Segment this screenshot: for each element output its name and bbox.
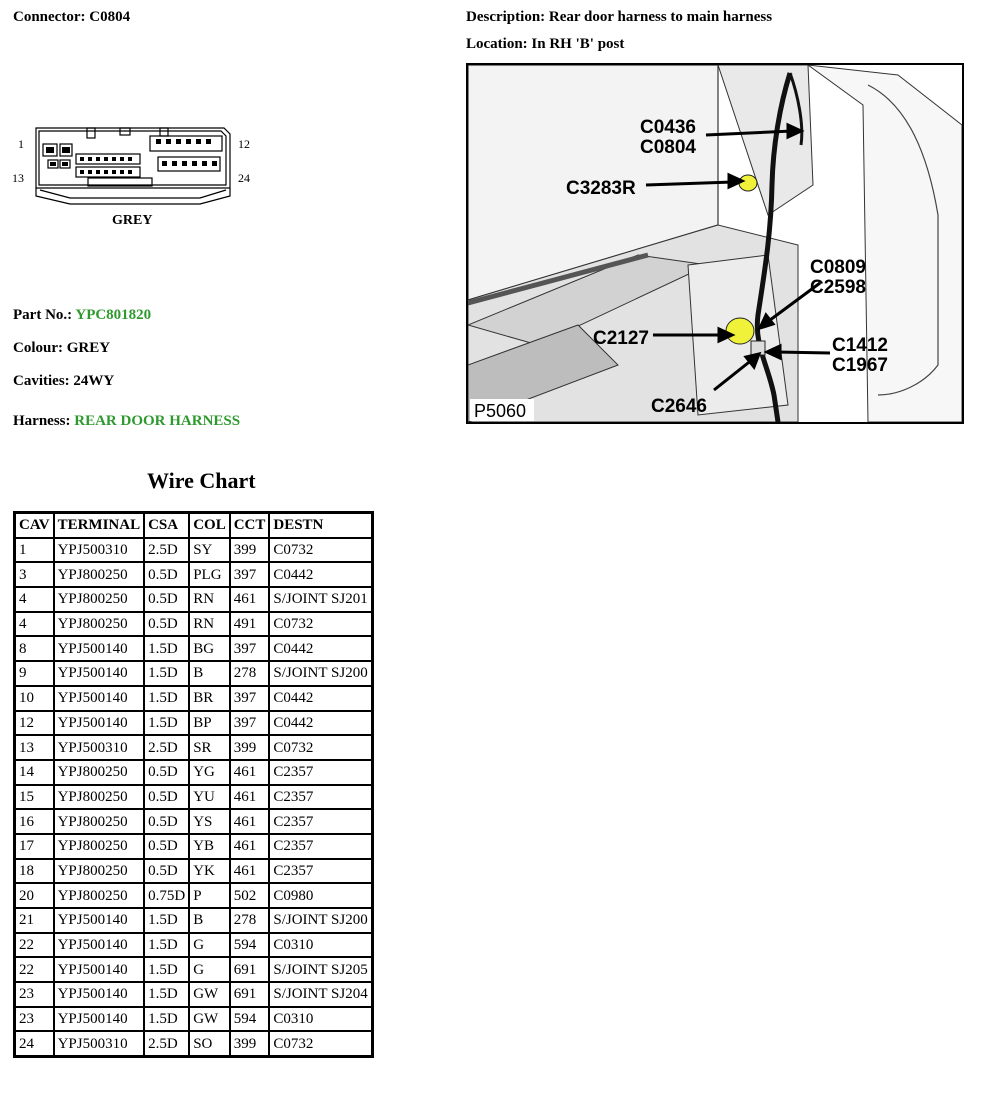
cell-cav: 1 (15, 538, 54, 563)
colour-label: Colour: (13, 340, 63, 356)
cell-cav: 24 (15, 1031, 54, 1056)
cavities-value: 24WY (73, 373, 115, 389)
table-row (15, 834, 373, 859)
cell-destn: C0442 (269, 711, 372, 736)
callout-c0804: C0804 (640, 137, 696, 158)
header-col: COL (189, 513, 230, 538)
cell-destn: C0310 (269, 933, 372, 958)
cell-terminal: YPJ800250 (54, 834, 145, 859)
cell-cct: 461 (230, 834, 270, 859)
harness-label: Harness: (13, 413, 71, 429)
cell-col: B (189, 661, 230, 686)
cell-terminal: YPJ500310 (54, 1031, 145, 1056)
cell-cav: 15 (15, 785, 54, 810)
cell-terminal: YPJ800250 (54, 562, 145, 587)
diagram-colour-caption: GREY (112, 213, 153, 228)
cell-csa: 0.75D (144, 883, 189, 908)
cell-cav: 8 (15, 636, 54, 661)
cell-csa: 0.5D (144, 809, 189, 834)
cell-cct: 691 (230, 957, 270, 982)
cell-col: B (189, 908, 230, 933)
location-illustration (468, 65, 962, 422)
cell-cct: 594 (230, 1007, 270, 1032)
connector-line (13, 9, 130, 26)
cell-cct: 461 (230, 859, 270, 884)
wire-chart-table (13, 511, 374, 1058)
table-row (15, 933, 373, 958)
cell-terminal: YPJ500140 (54, 661, 145, 686)
cell-cct: 278 (230, 661, 270, 686)
cell-cav: 23 (15, 982, 54, 1007)
colour-line (13, 340, 110, 357)
pin-label-1: 1 (18, 137, 24, 151)
cell-terminal: YPJ800250 (54, 612, 145, 637)
cell-terminal: YPJ500140 (54, 636, 145, 661)
cell-cav: 18 (15, 859, 54, 884)
table-row (15, 1007, 373, 1032)
cell-terminal: YPJ800250 (54, 587, 145, 612)
wire-chart-body (15, 538, 373, 1057)
cell-terminal: YPJ500140 (54, 711, 145, 736)
connector-label: Connector: (13, 9, 86, 25)
cell-col: G (189, 957, 230, 982)
cell-terminal: YPJ500140 (54, 1007, 145, 1032)
cell-cct: 502 (230, 883, 270, 908)
cell-terminal: YPJ800250 (54, 760, 145, 785)
cell-col: SY (189, 538, 230, 563)
cell-csa: 0.5D (144, 760, 189, 785)
cell-cct: 397 (230, 686, 270, 711)
callout-c1412: C1412 (832, 335, 888, 356)
description-value: Rear door harness to main harness (548, 9, 773, 25)
table-row (15, 661, 373, 686)
callout-c2127: C2127 (593, 328, 649, 349)
cell-destn: C0442 (269, 686, 372, 711)
cell-csa: 0.5D (144, 562, 189, 587)
cell-csa: 1.5D (144, 661, 189, 686)
cell-cct: 397 (230, 711, 270, 736)
cell-terminal: YPJ800250 (54, 785, 145, 810)
table-row (15, 760, 373, 785)
cell-col: YK (189, 859, 230, 884)
connector-face-diagram (10, 124, 260, 236)
cell-cct: 399 (230, 1031, 270, 1056)
callout-c3283r: C3283R (566, 178, 636, 199)
cell-csa: 0.5D (144, 612, 189, 637)
location-line (466, 36, 624, 53)
table-row (15, 587, 373, 612)
cell-col: SR (189, 735, 230, 760)
cell-cct: 397 (230, 562, 270, 587)
cell-destn: C2357 (269, 834, 372, 859)
cavities-line (13, 373, 114, 390)
table-row (15, 859, 373, 884)
cell-cav: 13 (15, 735, 54, 760)
cell-destn: S/JOINT SJ205 (269, 957, 372, 982)
cavities-label: Cavities: (13, 373, 70, 389)
header-cav: CAV (15, 513, 54, 538)
cell-csa: 1.5D (144, 982, 189, 1007)
cell-terminal: YPJ500140 (54, 908, 145, 933)
part-no-value[interactable]: YPC801820 (75, 307, 152, 323)
cell-csa: 1.5D (144, 1007, 189, 1032)
cell-cav: 20 (15, 883, 54, 908)
table-row (15, 785, 373, 810)
cell-csa: 0.5D (144, 834, 189, 859)
pin-label-24: 24 (238, 171, 250, 185)
cell-csa: 1.5D (144, 957, 189, 982)
description-line (466, 9, 772, 26)
header-destn: DESTN (269, 513, 372, 538)
cell-terminal: YPJ500140 (54, 957, 145, 982)
cell-csa: 2.5D (144, 1031, 189, 1056)
cell-destn: C2357 (269, 809, 372, 834)
wire-chart-header-row (15, 513, 373, 538)
table-row (15, 809, 373, 834)
harness-line (13, 413, 240, 430)
callout-c2598: C2598 (810, 277, 866, 298)
cell-csa: 1.5D (144, 686, 189, 711)
table-row (15, 908, 373, 933)
cell-cav: 10 (15, 686, 54, 711)
cell-csa: 0.5D (144, 859, 189, 884)
cell-csa: 1.5D (144, 711, 189, 736)
pin-label-12: 12 (238, 137, 250, 151)
cell-col: BP (189, 711, 230, 736)
cell-cct: 399 (230, 538, 270, 563)
cell-col: P (189, 883, 230, 908)
cell-terminal: YPJ500140 (54, 982, 145, 1007)
header-csa: CSA (144, 513, 189, 538)
cell-terminal: YPJ800250 (54, 859, 145, 884)
cell-cav: 17 (15, 834, 54, 859)
colour-value: GREY (66, 340, 111, 356)
table-row (15, 538, 373, 563)
photo-ref: P5060 (474, 401, 527, 421)
cell-cav: 16 (15, 809, 54, 834)
cell-col: YS (189, 809, 230, 834)
cell-cct: 397 (230, 636, 270, 661)
harness-value[interactable]: REAR DOOR HARNESS (74, 413, 241, 429)
cell-cct: 399 (230, 735, 270, 760)
cell-cav: 3 (15, 562, 54, 587)
table-row (15, 957, 373, 982)
cell-cct: 461 (230, 587, 270, 612)
cell-terminal: YPJ500140 (54, 933, 145, 958)
header-terminal: TERMINAL (54, 513, 145, 538)
cell-destn: C0442 (269, 562, 372, 587)
cell-cct: 491 (230, 612, 270, 637)
table-row (15, 636, 373, 661)
table-row (15, 982, 373, 1007)
cell-cct: 691 (230, 982, 270, 1007)
cell-destn: C0732 (269, 538, 372, 563)
cell-destn: C2357 (269, 785, 372, 810)
cell-csa: 2.5D (144, 735, 189, 760)
header-cct: CCT (230, 513, 270, 538)
cell-destn: C0732 (269, 735, 372, 760)
table-row (15, 562, 373, 587)
cell-cct: 461 (230, 785, 270, 810)
table-row (15, 612, 373, 637)
cell-cav: 21 (15, 908, 54, 933)
cell-col: GW (189, 982, 230, 1007)
cell-destn: C2357 (269, 760, 372, 785)
cell-terminal: YPJ500310 (54, 735, 145, 760)
table-row (15, 711, 373, 736)
wire-chart-title: Wire Chart (147, 468, 256, 493)
cell-col: YG (189, 760, 230, 785)
cell-col: GW (189, 1007, 230, 1032)
callout-c1967: C1967 (832, 355, 888, 376)
cell-cav: 12 (15, 711, 54, 736)
cell-destn: C0980 (269, 883, 372, 908)
cell-destn: S/JOINT SJ204 (269, 982, 372, 1007)
cell-destn: S/JOINT SJ200 (269, 908, 372, 933)
location-photo (466, 63, 964, 424)
cell-terminal: YPJ500310 (54, 538, 145, 563)
cell-destn: C2357 (269, 859, 372, 884)
part-no-line (13, 307, 151, 324)
cell-csa: 0.5D (144, 785, 189, 810)
cell-destn: C0732 (269, 612, 372, 637)
cell-cav: 23 (15, 1007, 54, 1032)
cell-cct: 594 (230, 933, 270, 958)
location-label: Location: (466, 36, 528, 52)
cell-col: RN (189, 587, 230, 612)
cell-col: YU (189, 785, 230, 810)
cell-cct: 461 (230, 760, 270, 785)
cell-csa: 1.5D (144, 908, 189, 933)
cell-csa: 2.5D (144, 538, 189, 563)
cell-col: G (189, 933, 230, 958)
cell-csa: 0.5D (144, 587, 189, 612)
cell-col: BR (189, 686, 230, 711)
pin-label-13: 13 (12, 171, 24, 185)
cell-csa: 1.5D (144, 933, 189, 958)
description-label: Description: (466, 9, 546, 25)
cell-destn: S/JOINT SJ200 (269, 661, 372, 686)
cell-col: BG (189, 636, 230, 661)
cell-cav: 22 (15, 933, 54, 958)
cell-cav: 4 (15, 612, 54, 637)
table-row (15, 686, 373, 711)
cell-terminal: YPJ800250 (54, 809, 145, 834)
cell-destn: S/JOINT SJ201 (269, 587, 372, 612)
connector-value: C0804 (89, 9, 131, 25)
callout-c2646: C2646 (651, 396, 707, 417)
cell-cav: 4 (15, 587, 54, 612)
cell-col: SO (189, 1031, 230, 1056)
cell-cct: 461 (230, 809, 270, 834)
cell-cav: 14 (15, 760, 54, 785)
cell-terminal: YPJ800250 (54, 883, 145, 908)
table-row (15, 1031, 373, 1056)
callout-c0809: C0809 (810, 257, 866, 278)
cell-col: YB (189, 834, 230, 859)
cell-terminal: YPJ500140 (54, 686, 145, 711)
cell-csa: 1.5D (144, 636, 189, 661)
location-value: In RH 'B' post (531, 36, 625, 52)
callout-c0436: C0436 (640, 117, 696, 138)
cell-cct: 278 (230, 908, 270, 933)
table-row (15, 883, 373, 908)
cell-destn: C0732 (269, 1031, 372, 1056)
cell-col: PLG (189, 562, 230, 587)
cell-col: RN (189, 612, 230, 637)
part-no-label: Part No.: (13, 307, 73, 323)
cell-destn: C0442 (269, 636, 372, 661)
cell-destn: C0310 (269, 1007, 372, 1032)
cell-cav: 22 (15, 957, 54, 982)
table-row (15, 735, 373, 760)
cell-cav: 9 (15, 661, 54, 686)
